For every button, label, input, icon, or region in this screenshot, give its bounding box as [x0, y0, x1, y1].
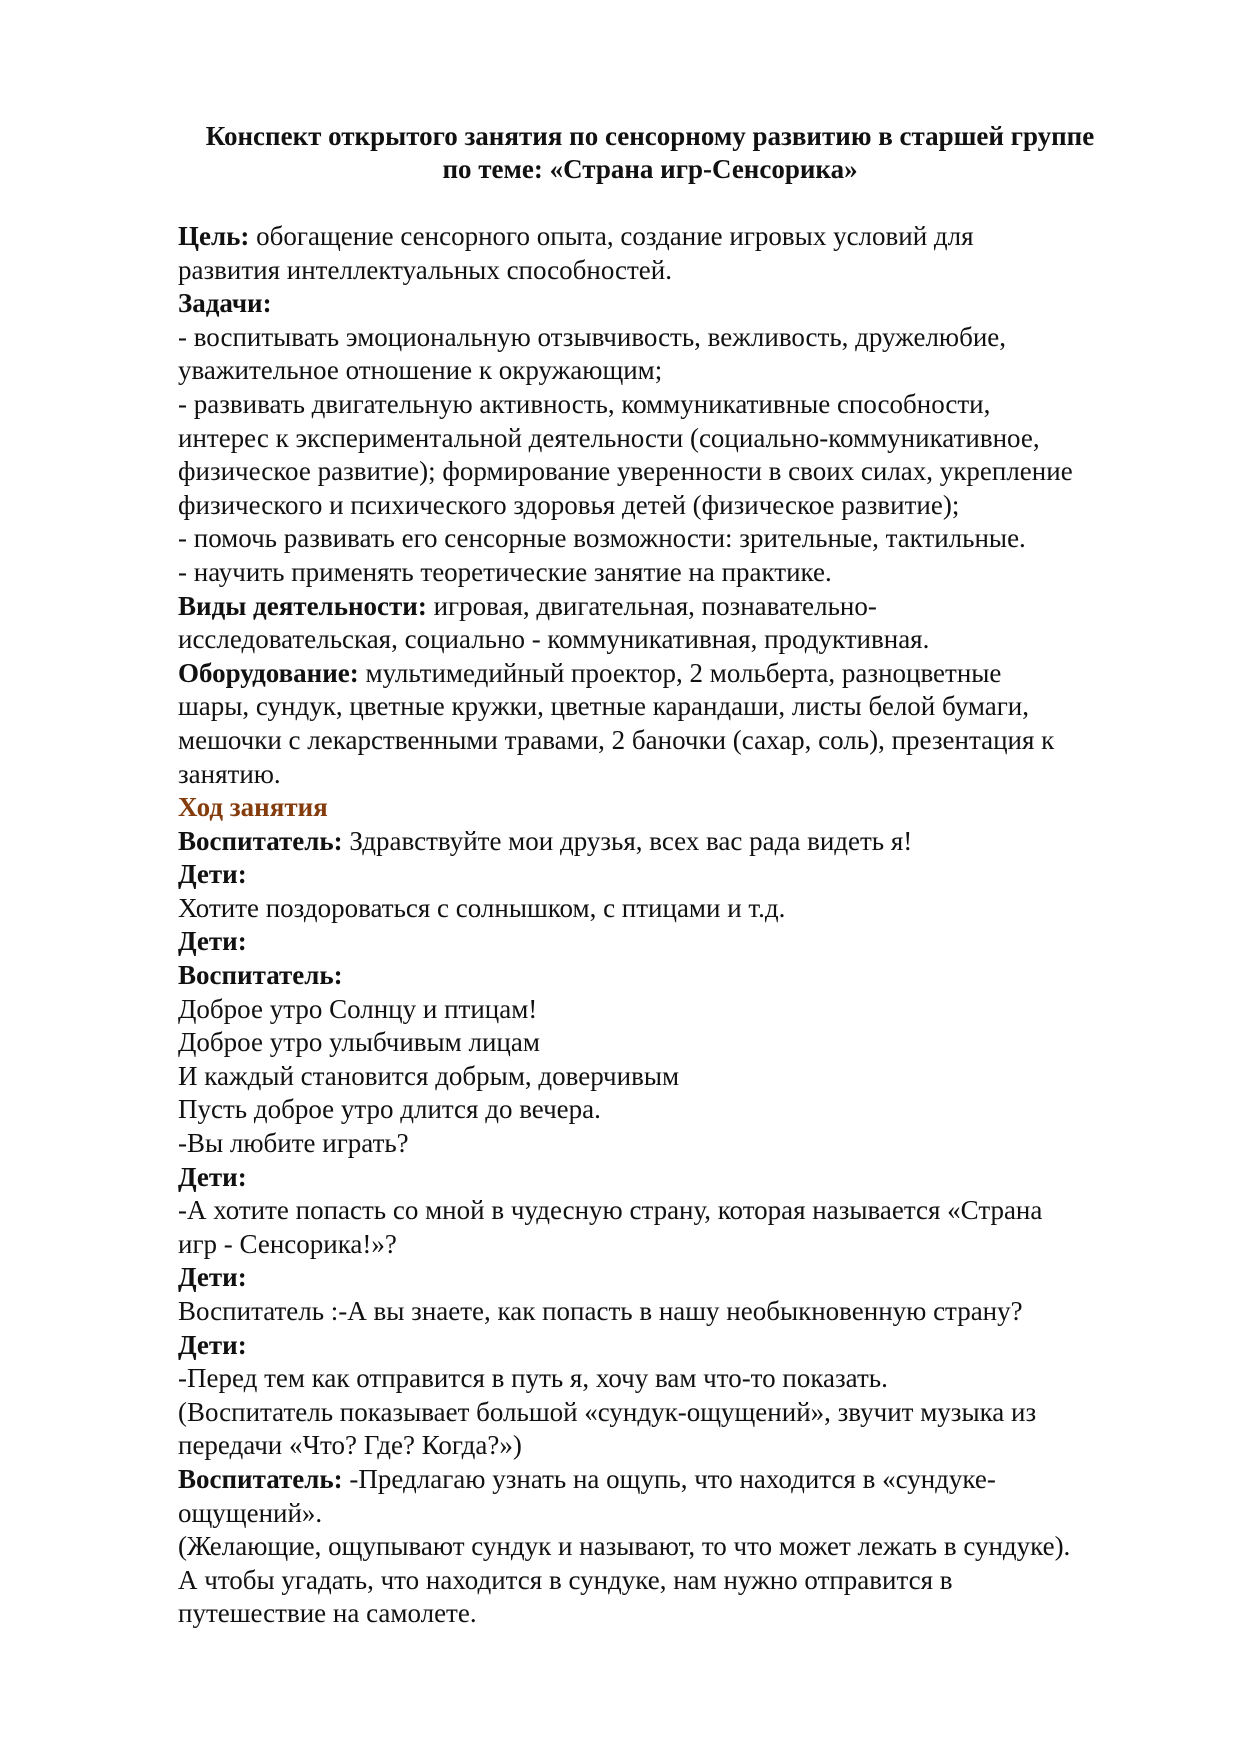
document-title-line-1: Конспект открытого занятия по сенсорному развитию в старшей группе	[205, 121, 1095, 151]
activities-label: Виды деятельности:	[178, 590, 427, 621]
equipment-label: Оборудование:	[178, 657, 359, 688]
poem-line: Пусть доброе утро длится до вечера.	[178, 1094, 601, 1125]
poem-line: Доброе утро улыбчивым лицам	[178, 1027, 540, 1058]
equipment-text: мультимедийный проектор, 2 мольберта, разноцветные	[358, 657, 1002, 688]
activities-text: игровая, двигательная, познавательно-	[426, 590, 877, 621]
equipment-line-3: мешочки с лекарственными травами, 2 баночки (сахар, соль), презентация к	[178, 724, 1055, 755]
task-line: физическое развитие); формирование уверенности в своих силах, укрепление	[178, 456, 1073, 487]
task-line: - научить применять теоретические занятие на практике.	[178, 556, 832, 587]
teacher-label: Воспитатель:	[178, 825, 343, 856]
play-question: -Вы любите играть?	[178, 1128, 409, 1159]
goal-line-2: развития интеллектуальных способностей.	[178, 254, 672, 285]
teacher-label: Воспитатель:	[178, 960, 343, 991]
children-label: Дети:	[178, 926, 247, 957]
country-line-2: игр - Сенсорика!»?	[178, 1228, 397, 1259]
equipment-line-2: шары, сундук, цветные кружки, цветные карандаши, листы белой бумаги,	[178, 691, 1030, 722]
equipment-line	[178, 657, 1168, 691]
children-label: Дети:	[178, 1329, 247, 1360]
tasks-label: Задачи:	[178, 288, 272, 319]
teacher-greeting: Здравствуйте мои друзья, всех вас рада видеть я!	[342, 825, 913, 856]
activities-line-2: исследовательская, социально - коммуникативная, продуктивная.	[178, 624, 930, 655]
country-line-1: -А хотите попасть со мной в чудесную страну, которая называется «Страна	[178, 1195, 1043, 1226]
document-title-line-2: по теме: «Страна игр-Сенсорика»	[442, 154, 858, 184]
task-line: физического и психического здоровья детей (физическое развитие);	[178, 489, 960, 520]
chest-line-1: (Воспитатель показывает большой «сундук-ощущений», звучит музыка из	[178, 1396, 1037, 1427]
teacher-greeting-line	[178, 825, 1168, 859]
feel-line: (Желающие, ощупывают сундук и называют, то что может лежать в сундуке).	[178, 1531, 1071, 1562]
suggest-line-2: ощущений».	[178, 1497, 323, 1528]
activities-line	[178, 590, 1168, 624]
chest-line-2: передачи «Что? Где? Когда?»)	[178, 1430, 522, 1461]
goal-text: обогащение сенсорного опыта, создание игровых условий для	[249, 221, 974, 251]
task-line: уважительное отношение к окружающим;	[178, 355, 663, 386]
task-line: - развивать двигательную активность, коммуникативные способности,	[178, 388, 991, 419]
before-trip-line: -Перед тем как отправится в путь я, хочу вам что-то показать.	[178, 1363, 888, 1394]
poem-line: И каждый становится добрым, доверчивым	[178, 1060, 680, 1091]
children-label: Дети:	[178, 1161, 247, 1192]
task-line: - воспитывать эмоциональную отзывчивость, вежливость, дружелюбие,	[178, 321, 1007, 352]
how-to-get-line: Воспитатель :-А вы знаете, как попасть в нашу необыкновенную страну?	[178, 1296, 1023, 1326]
course-heading: Ход занятия	[178, 792, 328, 823]
goal-label: Цель:	[178, 221, 250, 251]
sun-line: Хотите поздороваться с солнышком, с птицами и т.д.	[178, 892, 786, 923]
children-label: Дети:	[178, 859, 247, 890]
equipment-line-4: занятию.	[178, 758, 281, 789]
plane-line-1: А чтобы угадать, что находится в сундуке, нам нужно отправится в	[178, 1564, 953, 1595]
document-body	[178, 220, 1168, 1631]
task-line: - помочь развивать его сенсорные возможности: зрительные, тактильные.	[178, 523, 1026, 554]
teacher-label: Воспитатель:	[178, 1463, 343, 1494]
children-label: Дети:	[178, 1262, 247, 1293]
goal-line	[178, 220, 1168, 254]
teacher-suggest: -Предлагаю узнать на ощупь, что находится в «сундуке-	[342, 1463, 996, 1494]
plane-line-2: путешествие на самолете.	[178, 1598, 477, 1629]
poem-line: Доброе утро Солнцу и птицам!	[178, 993, 538, 1024]
task-line: интерес к экспериментальной деятельности (социально-коммуникативное,	[178, 422, 1040, 453]
teacher-suggest-line	[178, 1463, 1168, 1497]
